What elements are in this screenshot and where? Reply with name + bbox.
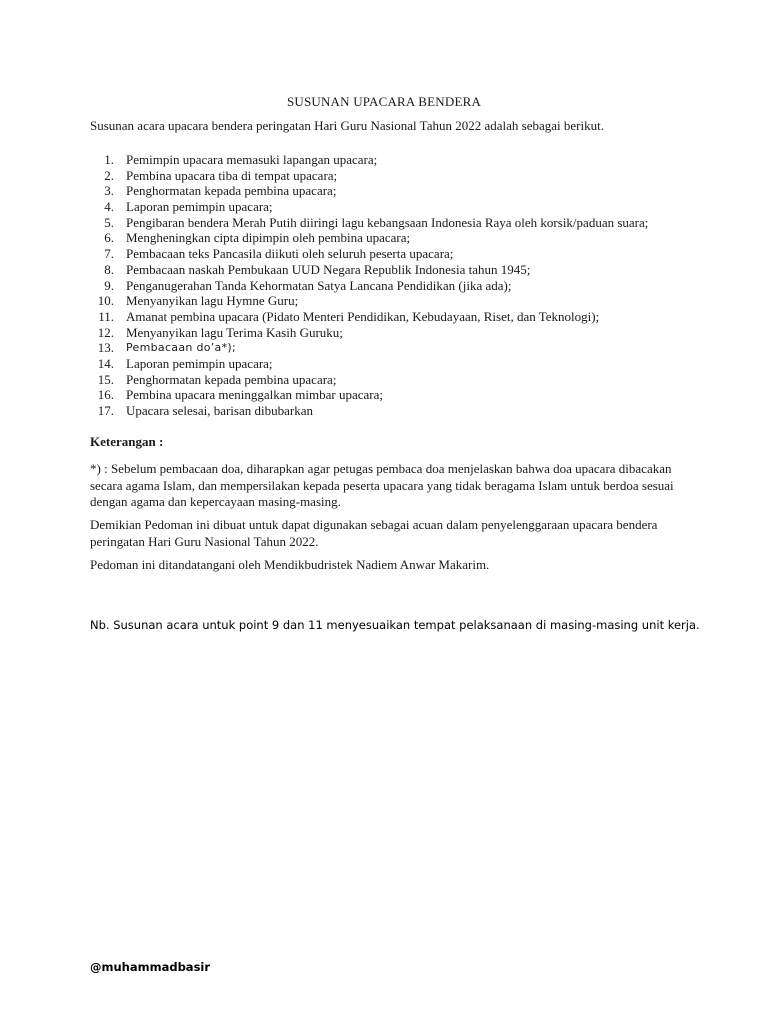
agenda-item bbox=[90, 183, 648, 199]
agenda-number: 5. bbox=[104, 214, 114, 230]
agenda-list bbox=[90, 152, 648, 419]
agenda-text: Menyanyikan lagu Hymne Guru; bbox=[126, 293, 299, 309]
agenda-item bbox=[90, 309, 648, 325]
intro-paragraph: Susunan acara upacara bendera peringatan Hari Guru Nasional Tahun 2022 adalah sebagai berikut. bbox=[90, 118, 604, 133]
agenda-number: 16. bbox=[97, 387, 114, 403]
agenda-text: Menyanyikan lagu Terima Kasih Guruku; bbox=[126, 324, 343, 340]
agenda-item bbox=[90, 293, 648, 309]
agenda-number: 10. bbox=[97, 293, 114, 309]
agenda-number: 14. bbox=[97, 355, 114, 371]
agenda-text: Penghormatan kepada pembina upacara; bbox=[126, 371, 337, 387]
agenda-item bbox=[90, 340, 648, 356]
agenda-text: Penghormatan kepada pembina upacara; bbox=[126, 183, 337, 199]
agenda-item bbox=[90, 215, 648, 231]
agenda-text: Penganugerahan Tanda Kehormatan Satya Lancana Pendidikan (jika ada); bbox=[126, 277, 512, 293]
agenda-number: 11. bbox=[98, 308, 114, 324]
keterangan-heading: Keterangan : bbox=[90, 434, 164, 449]
agenda-item bbox=[90, 278, 648, 294]
agenda-item bbox=[90, 387, 648, 403]
author-handle: @muhammadbasir bbox=[90, 960, 211, 974]
agenda-number: 12. bbox=[97, 324, 114, 340]
agenda-item bbox=[90, 168, 648, 184]
nb-note: Nb. Susunan acara untuk point 9 dan 11 menyesuaikan tempat pelaksanaan di masing-masing unit kerja. bbox=[90, 618, 700, 632]
agenda-text: Pemimpin upacara memasuki lapangan upacara; bbox=[126, 152, 378, 167]
signature-line: Pedoman ini ditandatangani oleh Mendikbudristek Nadiem Anwar Makarim. bbox=[90, 557, 490, 572]
agenda-number: 9. bbox=[104, 277, 114, 293]
agenda-item bbox=[90, 199, 648, 215]
agenda-item bbox=[90, 356, 648, 372]
agenda-item bbox=[90, 230, 648, 246]
agenda-text: Laporan pemimpin upacara; bbox=[126, 199, 273, 215]
agenda-number: 17. bbox=[97, 403, 114, 418]
agenda-text: Pembacaan naskah Pembukaan UUD Negara Republik Indonesia tahun 1945; bbox=[126, 261, 531, 277]
agenda-number: 3. bbox=[104, 183, 114, 199]
agenda-number: 7. bbox=[104, 246, 114, 262]
agenda-number: 6. bbox=[104, 230, 114, 246]
document-title: SUSUNAN UPACARA BENDERA bbox=[286, 94, 482, 109]
agenda-number: 8. bbox=[104, 261, 114, 277]
agenda-text: Laporan pemimpin upacara; bbox=[126, 355, 273, 371]
agenda-number: 1. bbox=[104, 152, 114, 167]
agenda-item bbox=[90, 403, 648, 419]
agenda-text: Upacara selesai, barisan dibubarkan bbox=[126, 403, 313, 418]
agenda-item bbox=[90, 372, 648, 388]
keterangan-paragraph: *) : Sebelum pembacaan doa, diharapkan agar petugas pembaca doa menjelaskan bahwa doa upacara dibacakan secara agama Islam, dan mempersilakan kepada peserta upacara yang tidak beragama Islam untuk berdoa sesuai dengan agama dan kepercayaan masing-masing. bbox=[90, 461, 674, 509]
agenda-text: Amanat pembina upacara (Pidato Menteri Pendidikan, Kebudayaan, Riset, dan Teknologi); bbox=[126, 308, 600, 324]
agenda-number: 2. bbox=[104, 167, 114, 183]
agenda-item bbox=[90, 152, 648, 168]
agenda-text: Pembina upacara meninggalkan mimbar upacara; bbox=[126, 387, 384, 403]
agenda-number: 13. bbox=[97, 340, 114, 356]
agenda-number: 4. bbox=[104, 199, 114, 215]
agenda-item bbox=[90, 246, 648, 262]
agenda-text: Pengibaran bendera Merah Putih diiringi lagu kebangsaan Indonesia Raya oleh korsik/paduan suara; bbox=[126, 214, 649, 230]
agenda-text: Pembacaan do’a*); bbox=[126, 341, 236, 355]
agenda-item bbox=[90, 325, 648, 341]
agenda-text: Mengheningkan cipta dipimpin oleh pembina upacara; bbox=[126, 230, 411, 246]
agenda-text: Pembacaan teks Pancasila diikuti oleh seluruh peserta upacara; bbox=[126, 246, 454, 262]
agenda-text: Pembina upacara tiba di tempat upacara; bbox=[126, 167, 338, 183]
closing-paragraph: Demikian Pedoman ini dibuat untuk dapat digunakan sebagai acuan dalam penyelenggaraan upacara bendera peringatan Hari Guru Nasional Tahun 2022. bbox=[90, 517, 658, 549]
agenda-number: 15. bbox=[97, 371, 114, 387]
agenda-item bbox=[90, 262, 648, 278]
